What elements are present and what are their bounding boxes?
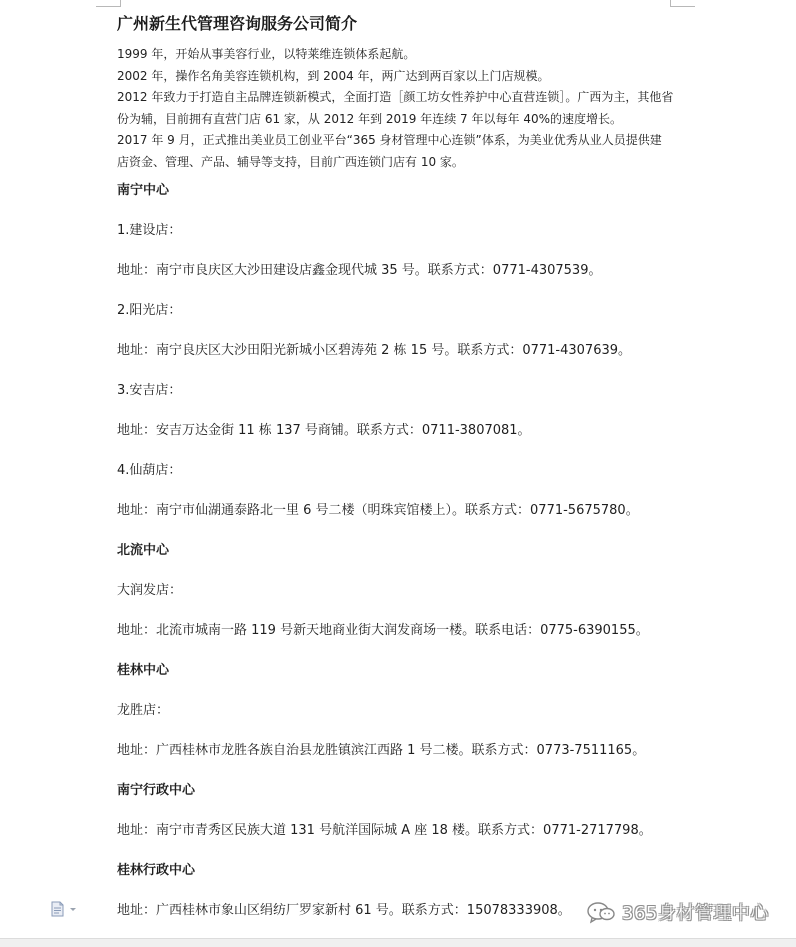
intro-line: 2017 年 9 月，正式推出美业员工创业平台“365 身材管理中心连锁”体系，为美业优秀从业人员提供建 <box>117 133 662 147</box>
store-line: 大润发店： <box>117 583 183 598</box>
store-line: 地址：广西桂林市龙胜各族自治县龙胜镇滨江西路 1 号二楼。联系方式：0773-7511165。 <box>117 743 646 758</box>
section-heading: 桂林中心 <box>117 663 170 678</box>
intro-line: 份为辅，目前拥有直营门店 61 家，从 2012 年到 2019 年连续 7 年以每年 40%的速度增长。 <box>117 111 622 126</box>
store-line: 3.安吉店： <box>117 383 182 398</box>
wechat-icon <box>586 900 616 924</box>
document-page <box>117 10 677 941</box>
section-heading: 南宁行政中心 <box>117 783 196 798</box>
intro-section <box>117 44 677 173</box>
store-line: 地址：南宁市良庆区大沙田建设店鑫金现代城 35 号。联系方式：0771-4307539。 <box>117 263 602 278</box>
store-line: 4.仙葫店： <box>117 463 182 478</box>
watermark-text: 365身材管理中心 <box>622 903 769 924</box>
intro-line: 2002 年，操作名角美容连锁机构，到 2004 年，两广达到两百家以上门店规模。 <box>117 68 550 83</box>
store-list <box>117 181 677 921</box>
store-line: 地址：南宁良庆区大沙田阳光新城小区碧涛苑 2 栋 15 号。联系方式：0771-4307639。 <box>117 343 632 358</box>
store-line: 地址：广西桂林市象山区绢纺厂罗家新村 61 号。联系方式：15078333908。 <box>117 903 571 918</box>
section-heading: 桂林行政中心 <box>117 863 196 878</box>
page-corner-mark-right <box>670 0 695 7</box>
store-line: 1.建设店： <box>117 223 182 238</box>
store-line: 龙胜店： <box>117 703 170 718</box>
intro-line: 2012 年致力于打造自主品牌连锁新模式，全面打造［颜工坊女性养护中心直营连锁］。广西为主，其他省 <box>117 90 674 104</box>
section-heading: 南宁中心 <box>117 183 170 198</box>
section-heading: 北流中心 <box>117 543 170 558</box>
store-line: 地址：南宁市青秀区民族大道 131 号航洋国际城 A 座 18 楼。联系方式：0771-2717798。 <box>117 823 652 838</box>
store-line: 2.阳光店： <box>117 303 182 318</box>
watermark <box>586 900 769 924</box>
intro-line: 店资金、管理、产品、辅导等支持，目前广西连锁门店有 10 家。 <box>117 154 464 169</box>
store-line: 地址：安吉万达金街 11 栋 137 号商铺。联系方式：0711-3807081。 <box>117 423 531 438</box>
store-line: 地址：北流市城南一路 119 号新天地商业街大润发商场一楼。联系电话：0775-6390155。 <box>117 623 649 638</box>
document-icon[interactable] <box>50 901 78 917</box>
intro-line: 1999 年，开始从事美容行业，以特莱维连锁体系起航。 <box>117 47 416 61</box>
document-title: 广州新生代管理咨询服务公司简介 <box>117 14 358 33</box>
page-corner-mark-left <box>96 0 121 7</box>
store-line: 地址：南宁市仙湖通泰路北一里 6 号二楼（明珠宾馆楼上）。联系方式：0771-5675780。 <box>117 503 639 518</box>
